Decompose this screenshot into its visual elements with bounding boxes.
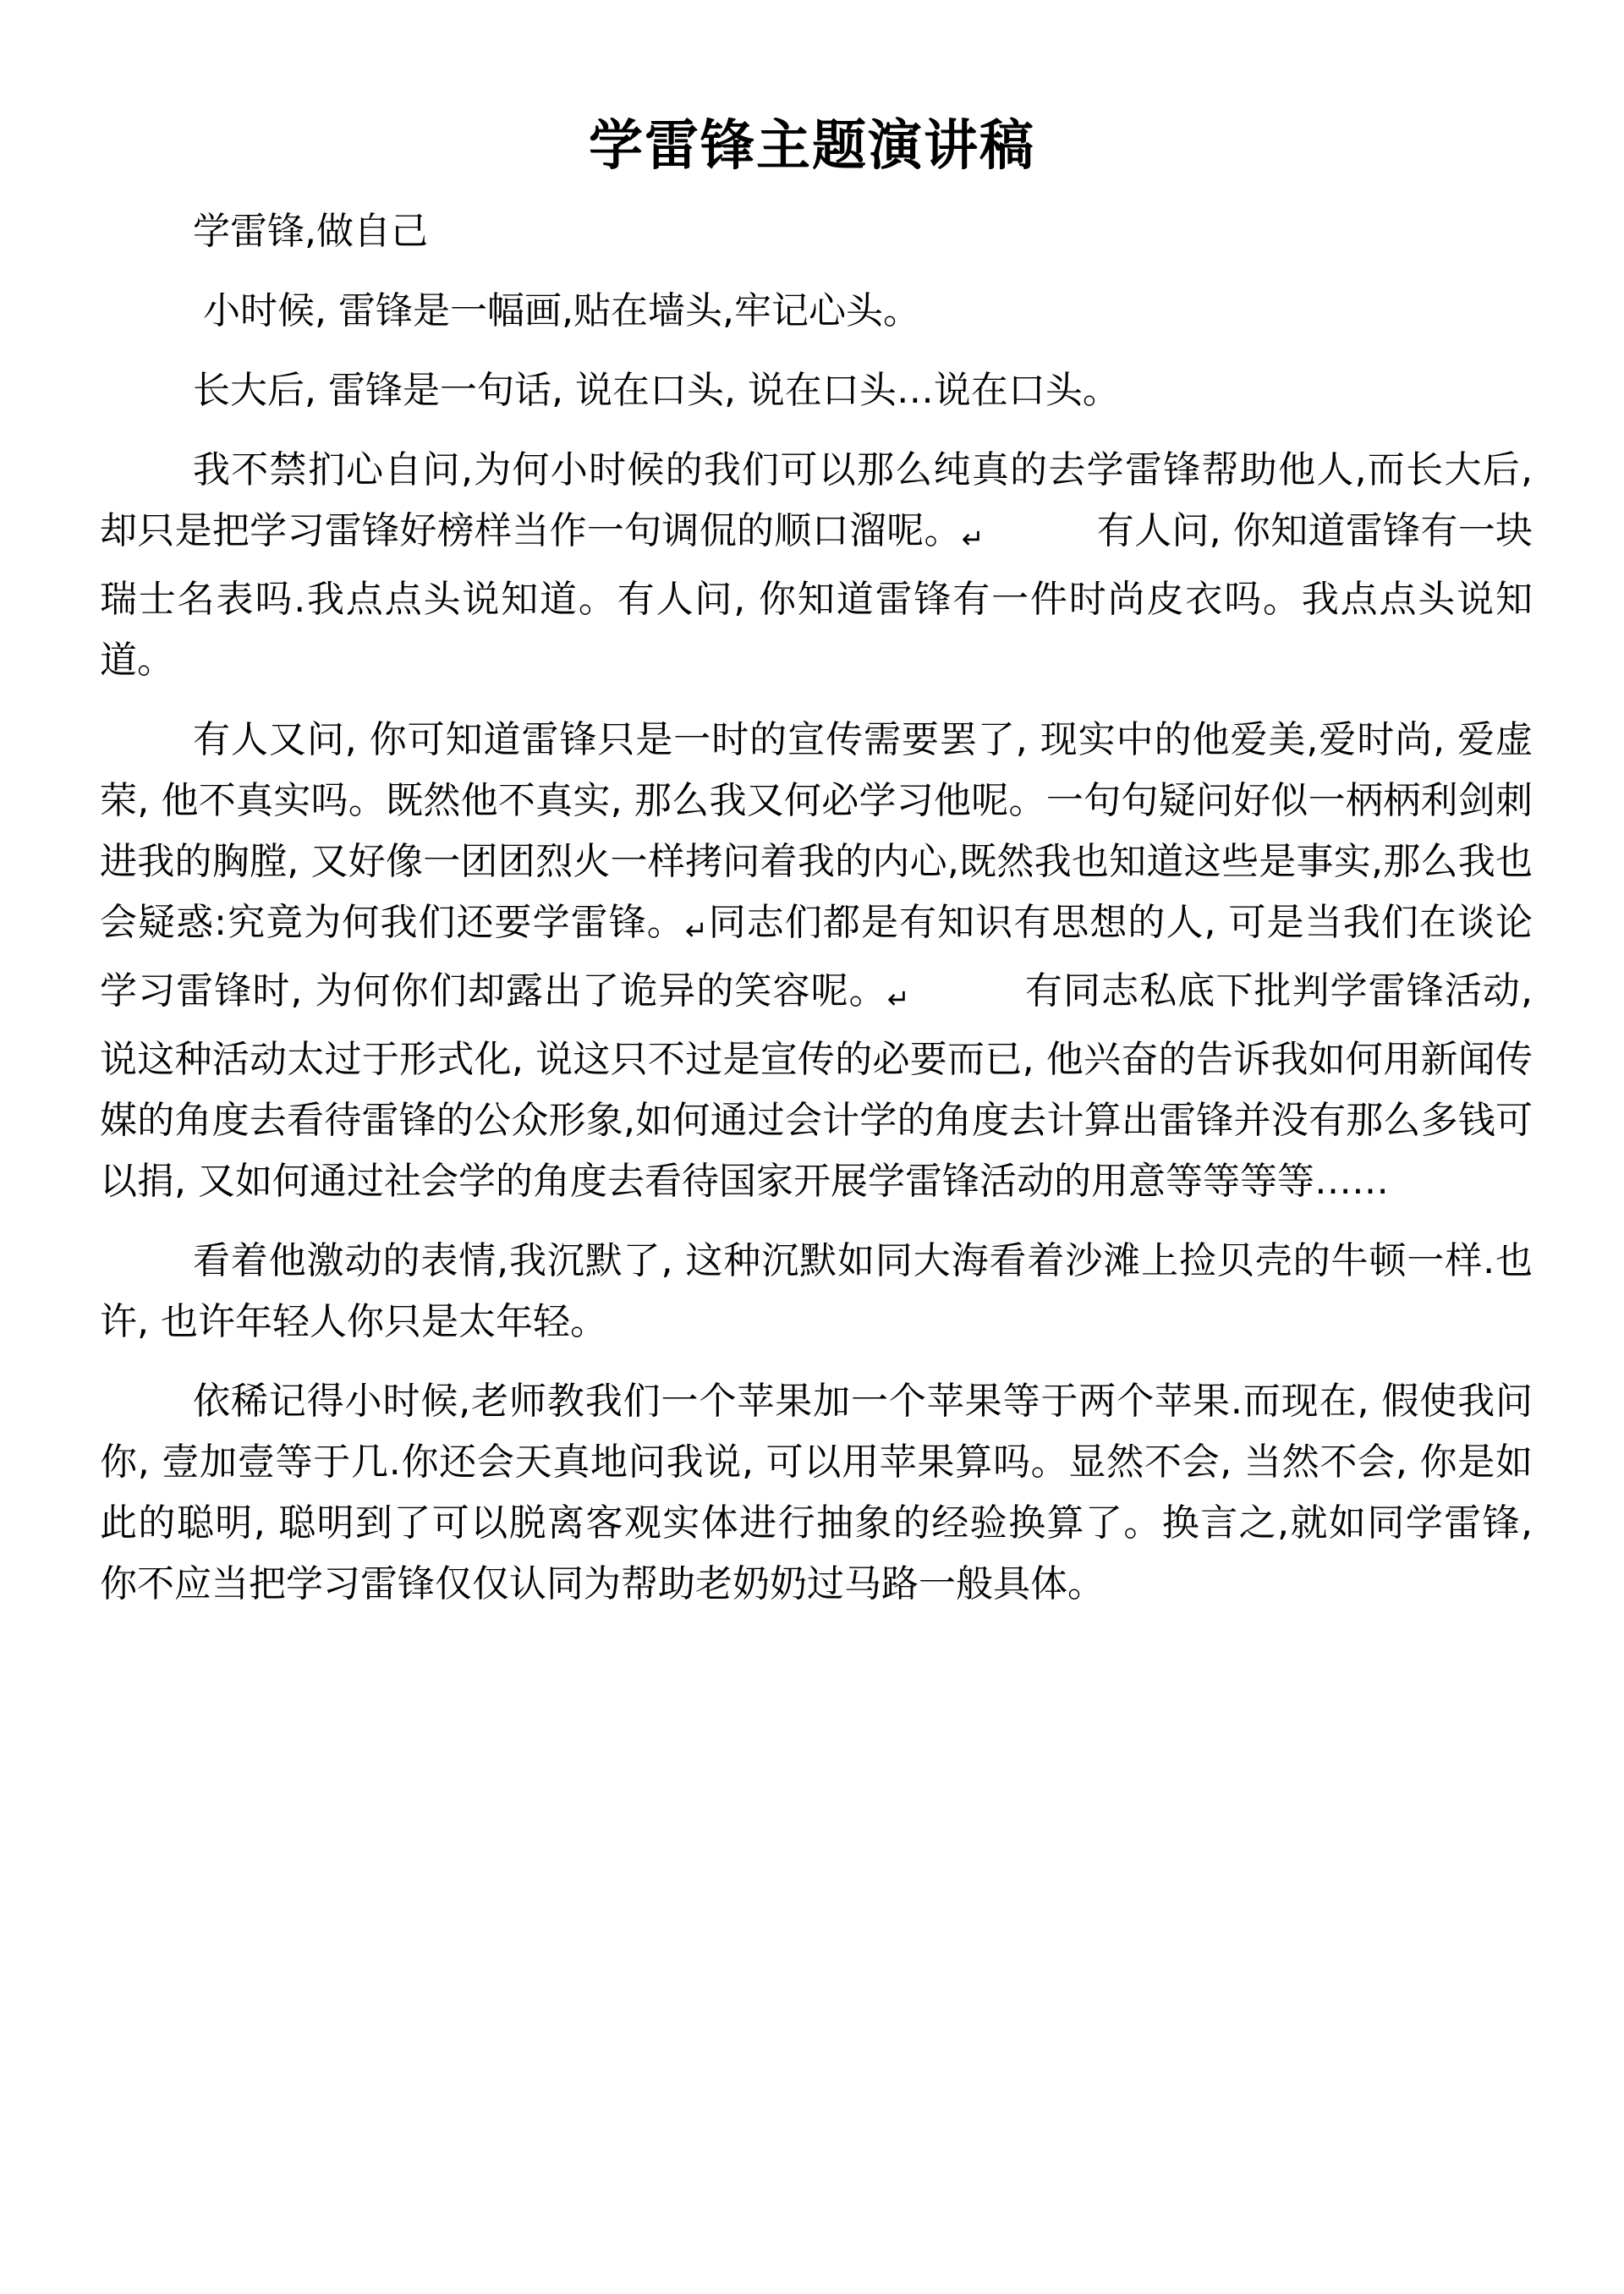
paragraph-text: 同志们都是有知识有思想的人, 可是当我们在谈论学习雷锋时, 为何你们却露出了诡异的笑容呢。 bbox=[100, 901, 1533, 1013]
paragraph-text: 有人又问, 你可知道雷锋只是一时的宣传需要罢了, 现实中的他爱美,爱时尚, 爱虚荣, 他不真实吗。既然他不真实, 那么我又何必学习他呢。一句句疑问好似一柄柄利剑刺进我的胸膛, 又好像一团团烈火一样拷问着我的内心,既然我也知道这些是事实,那么我也会疑惑:究竟为何我们还要学雷锋。 bbox=[100, 718, 1533, 944]
paragraph-subtitle: 学雷锋,做自己 bbox=[193, 210, 428, 253]
return-mark: ↵ bbox=[961, 523, 985, 555]
paragraph-text: 有人问, 你知道雷锋有一块瑞士名表吗.我点点头说知道。有人问, 你知道雷锋有一件时尚皮衣吗。我点点头说知道。 bbox=[100, 509, 1533, 682]
return-mark: ↵ bbox=[684, 914, 708, 947]
paragraph: 依稀记得小时候,老师教我们一个苹果加一个苹果等于两个苹果.而现在, 假使我问你, 壹加壹等于几.你还会天真地问我说, 可以用苹果算吗。显然不会, 当然不会, 你是如此的聪明, 聪明到了可以脱离客观实体进行抽象的经验换算了。换言之,就如同学雷锋, 你不应当把学习雷锋仅仅认同为帮助老奶奶过马路一般具体。 bbox=[100, 1380, 1533, 1605]
paragraph: 看着他激动的表情,我沉默了, 这种沉默如同大海看着沙滩上捡贝壳的牛顿一样.也许, 也许年轻人你只是太年轻。 bbox=[100, 1239, 1533, 1343]
paragraph-text: 我不禁扪心自问,为何小时候的我们可以那么纯真的去学雷锋帮助他人,而长大后, 却只是把学习雷锋好榜样当作一句调侃的顺口溜呢。 bbox=[100, 448, 1533, 552]
paragraph bbox=[100, 710, 1533, 1212]
paragraph: 长大后, 雷锋是一句话, 说在口头, 说在口头…说在口头。 bbox=[193, 369, 1120, 412]
document-body bbox=[100, 201, 1533, 1615]
paragraph bbox=[100, 440, 1533, 691]
return-mark: ↵ bbox=[886, 983, 910, 1015]
paragraph-text: 有同志私底下批判学雷锋活动, 说这种活动太过于形式化, 说这只不过是宣传的必要而已, 他兴奋的告诉我如何用新闻传媒的角度去看待雷锋的公众形象,如何通过会计学的角度去计算出雷锋并没有那么多钱可以捐, 又如何通过社会学的角度去看待国家开展学雷锋活动的用意等等等等…… bbox=[100, 969, 1533, 1203]
document-title: 学雷锋主题演讲稿 bbox=[589, 115, 1035, 178]
paragraph: 小时候, 雷锋是一幅画,贴在墙头,牢记心头。 bbox=[203, 289, 920, 332]
